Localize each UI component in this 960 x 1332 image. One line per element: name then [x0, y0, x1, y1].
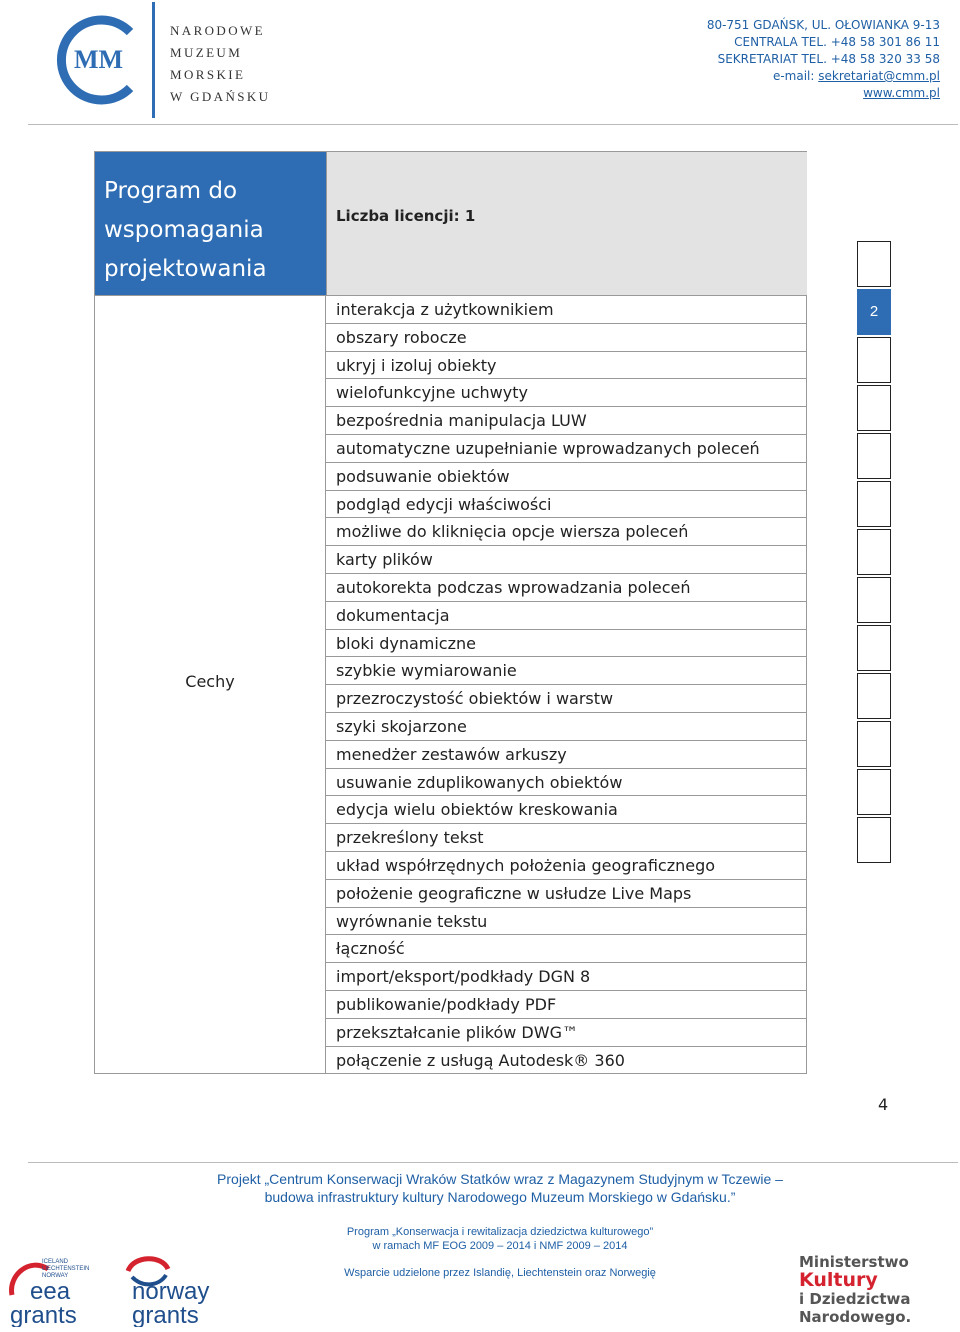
- feature-item: edycja wielu obiektów kreskowania: [326, 796, 806, 824]
- feature-item: podsuwanie obiektów: [326, 463, 806, 491]
- museum-name-line: NARODOWE: [170, 23, 266, 38]
- national-word: Narodowego.: [799, 1308, 912, 1326]
- feature-item: podgląd edycji właściwości: [326, 491, 806, 519]
- grants-word: grants: [132, 1302, 199, 1327]
- program-line: w ramach MF EOG 2009 – 2014 i NMF 2009 – 2014: [372, 1240, 628, 1252]
- feature-item: interakcja z użytkownikiem: [326, 296, 806, 324]
- feature-item: usuwanie zduplikowanych obiektów: [326, 769, 806, 797]
- page-tab[interactable]: [857, 721, 891, 767]
- footer-divider: [28, 1162, 958, 1163]
- page-tab[interactable]: [857, 481, 891, 527]
- feature-item: ukryj i izoluj obiekty: [326, 352, 806, 380]
- email-line: [707, 68, 940, 85]
- email-label: e-mail:: [772, 69, 819, 83]
- feature-item: publikowanie/podkłady PDF: [326, 991, 806, 1019]
- license-count: Liczba licencji: 1: [336, 207, 476, 225]
- features-list: [326, 296, 806, 1073]
- feature-item: układ współrzędnych położenia geograficznego: [326, 852, 806, 880]
- address: 80-751 GDAŃSK, UL. OŁOWIANKA 9-13: [706, 18, 940, 32]
- feature-item: przekształcanie plików DWG™: [326, 1019, 806, 1047]
- feature-item: bezpośrednia manipulacja LUW: [326, 407, 806, 435]
- page-tab[interactable]: [857, 625, 891, 671]
- feature-item: bloki dynamiczne: [326, 630, 806, 658]
- features-label: Cechy: [185, 672, 235, 691]
- website-link[interactable]: www.cmm.pl: [863, 86, 940, 100]
- project-line: budowa infrastruktury kultury Narodowego Muzeum Morskiego w Gdańsku.”: [264, 1189, 736, 1205]
- eea-grants-logo: [8, 1255, 118, 1327]
- page-tab[interactable]: [857, 337, 891, 383]
- page-tab[interactable]: [857, 241, 891, 287]
- feature-item: autokorekta podczas wprowadzania poleceń: [326, 574, 806, 602]
- page-tab[interactable]: [857, 529, 891, 575]
- eea-small-text: LIECHTENSTEIN: [42, 1266, 90, 1272]
- project-line: Projekt „Centrum Konserwacji Wraków Statków wraz z Magazynem Studyjnym w Tczewie –: [217, 1171, 783, 1187]
- program-line: Program „Konserwacja i rewitalizacja dziedzictwa kulturowego”: [346, 1226, 654, 1238]
- feature-item: karty plików: [326, 546, 806, 574]
- feature-item: wielofunkcyjne uchwyty: [326, 379, 806, 407]
- page-number: 4: [878, 1095, 889, 1114]
- support-note: Wsparcie udzielone przez Islandię, Liechtenstein oraz Norwegię: [344, 1267, 656, 1279]
- central-phone: CENTRALA TEL. +48 58 301 86 11: [734, 35, 940, 49]
- feature-item: menedżer zestawów arkuszy: [326, 741, 806, 769]
- feature-item: dokumentacja: [326, 602, 806, 630]
- eea-small-text: NORWAY: [42, 1273, 69, 1279]
- feature-item: połączenie z usługą Autodesk® 360: [336, 1050, 625, 1070]
- page-tab[interactable]: [857, 433, 891, 479]
- museum-name-line: MUZEUM: [170, 45, 243, 60]
- page-tab[interactable]: [857, 385, 891, 431]
- program-title: Program do wspomagania projektowania: [104, 178, 267, 282]
- project-description: [190, 1170, 810, 1206]
- email-link[interactable]: sekretariat@cmm.pl: [818, 69, 940, 83]
- feature-item: położenie geograficzne w usłudze Live Maps: [326, 880, 806, 908]
- program-description: [260, 1225, 740, 1253]
- eea-small-text: ICELAND: [42, 1259, 69, 1265]
- eea-word: eea: [30, 1278, 71, 1305]
- museum-logo: [50, 14, 140, 106]
- page-tabs: [857, 241, 891, 865]
- contact-info: [707, 17, 940, 102]
- logo-letters: MM: [74, 45, 124, 74]
- norway-word: norway: [132, 1278, 210, 1305]
- page-tab[interactable]: 2: [857, 289, 891, 335]
- museum-name-line: MORSKIE: [170, 67, 246, 82]
- museum-name-line: W GDAŃSKU: [170, 89, 271, 104]
- feature-item: automatyczne uzupełnianie wprowadzanych poleceń: [326, 435, 806, 463]
- page-tab[interactable]: [857, 769, 891, 815]
- feature-item: szyki skojarzone: [326, 713, 806, 741]
- feature-item: łączność: [326, 935, 806, 963]
- feature-item: obszary robocze: [326, 324, 806, 352]
- secretariat-phone: SEKRETARIAT TEL. +48 58 320 33 58: [717, 52, 940, 66]
- norway-grants-logo: [122, 1255, 234, 1327]
- page-tab[interactable]: [857, 673, 891, 719]
- page-tab[interactable]: [857, 817, 891, 863]
- ministry-word: Ministerstwo: [799, 1253, 909, 1271]
- feature-item: wyrównanie tekstu: [326, 908, 806, 936]
- ministry-logo: [799, 1252, 929, 1326]
- header-divider: [28, 124, 958, 125]
- feature-item: możliwe do kliknięcia opcje wiersza poleceń: [326, 518, 806, 546]
- page-tab[interactable]: [857, 577, 891, 623]
- grants-word: grants: [10, 1302, 77, 1327]
- feature-item: import/eksport/podkłady DGN 8: [326, 963, 806, 991]
- heritage-word: i Dziedzictwa: [799, 1290, 911, 1308]
- museum-name: [170, 20, 270, 108]
- culture-word: Kultury: [799, 1269, 878, 1291]
- logo-divider: [152, 2, 155, 118]
- feature-item: przezroczystość obiektów i warstw: [326, 685, 806, 713]
- feature-item: przekreślony tekst: [326, 824, 806, 852]
- feature-item: szybkie wymiarowanie: [326, 657, 806, 685]
